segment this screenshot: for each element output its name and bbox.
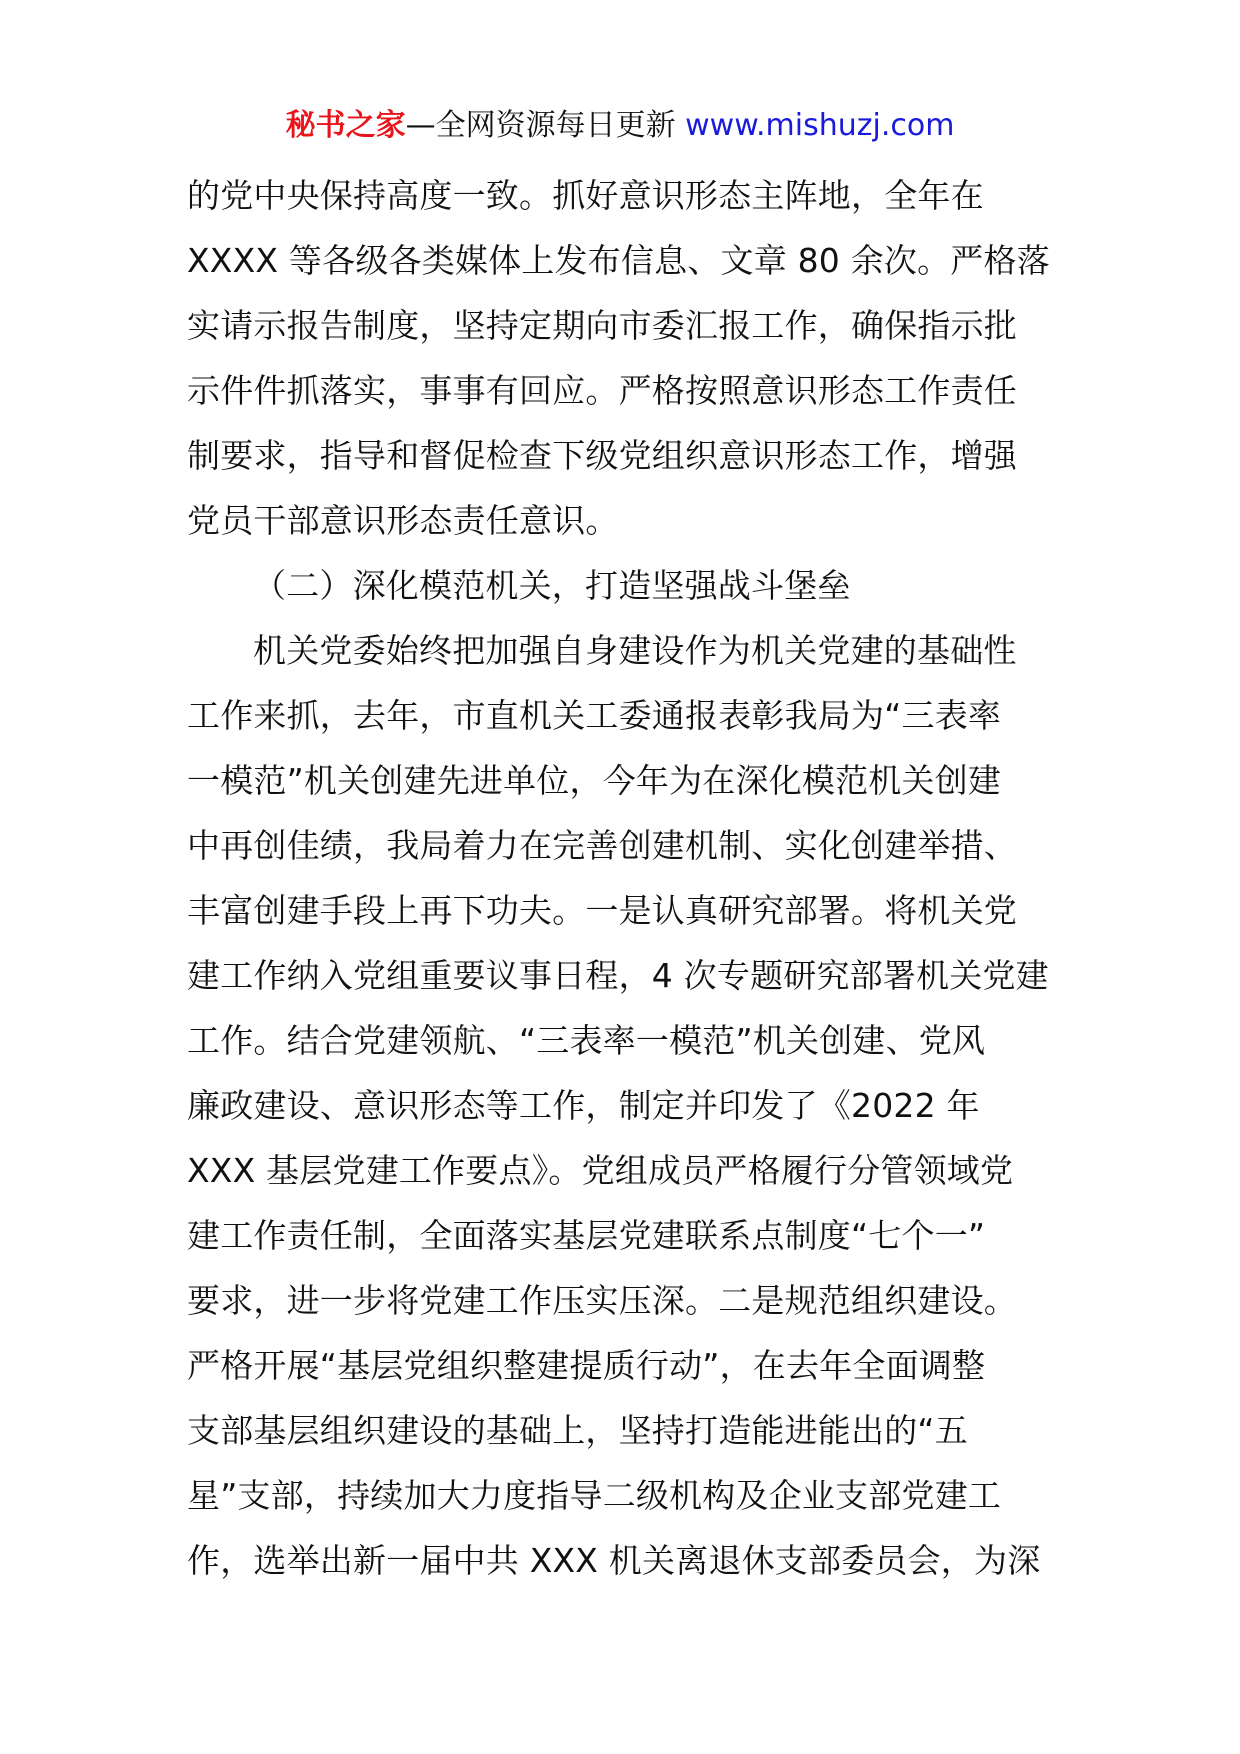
paragraph-line: 丰富创建手段上再下功夫。一是认真研究部署。将机关党 bbox=[187, 891, 1017, 930]
paragraph-line: 中再创佳绩，我局着力在完善创建机制、实化创建举措、 bbox=[187, 826, 1017, 865]
paragraph-line: 星”支部，持续加大力度指导二级机构及企业支部党建工 bbox=[187, 1476, 1002, 1515]
paragraph-line: 党员干部意识形态责任意识。 bbox=[187, 501, 619, 540]
site-brand: 秘书之家 bbox=[285, 108, 406, 143]
paragraph-line: 实请示报告制度，坚持定期向市委汇报工作，确保指示批 bbox=[187, 306, 1017, 345]
paragraph-line: XXX 基层党建工作要点》。党组成员严格履行分管领域党 bbox=[187, 1151, 1014, 1190]
paragraph-line: 作，选举出新一届中共 XXX 机关离退休支部委员会，为深 bbox=[187, 1541, 1041, 1580]
paragraph-line: 廉政建设、意识形态等工作，制定并印发了《2022 年 bbox=[187, 1086, 980, 1125]
paragraph-line: 的党中央保持高度一致。抓好意识形态主阵地，全年在 bbox=[187, 176, 984, 215]
paragraph-line: 支部基层组织建设的基础上，坚持打造能进能出的“五 bbox=[187, 1411, 968, 1450]
site-slogan: —全网资源每日更新 bbox=[405, 108, 676, 143]
paragraph-line: 要求，进一步将党建工作压实压深。二是规范组织建设。 bbox=[187, 1281, 1017, 1320]
paragraph-line: 建工作纳入党组重要议事日程，4 次专题研究部署机关党建 bbox=[187, 956, 1049, 995]
document-body bbox=[187, 168, 1057, 1598]
paragraph-line: 严格开展“基层党组织整建提质行动”，在去年全面调整 bbox=[187, 1346, 986, 1385]
paragraph-line: 一模范”机关创建先进单位，今年为在深化模范机关创建 bbox=[187, 761, 1002, 800]
paragraph-line: XXXX 等各级各类媒体上发布信息、文章 80 余次。严格落 bbox=[187, 241, 1050, 280]
section-heading: （二）深化模范机关，打造坚强战斗堡垒 bbox=[253, 566, 851, 605]
site-url-link[interactable]: www.mishuzj.com bbox=[685, 108, 955, 143]
paragraph-line: 机关党委始终把加强自身建设作为机关党建的基础性 bbox=[253, 631, 1017, 670]
paragraph-line: 建工作责任制，全面落实基层党建联系点制度“七个一” bbox=[187, 1216, 986, 1255]
paragraph-line: 示件件抓落实，事事有回应。严格按照意识形态工作责任 bbox=[187, 371, 1017, 410]
paragraph-line: 工作。结合党建领航、“三表率一模范”机关创建、党风 bbox=[187, 1021, 986, 1060]
page-header bbox=[0, 104, 1240, 148]
paragraph-line: 制要求，指导和督促检查下级党组织意识形态工作，增强 bbox=[187, 436, 1017, 475]
paragraph-line: 工作来抓，去年，市直机关工委通报表彰我局为“三表率 bbox=[187, 696, 1002, 735]
